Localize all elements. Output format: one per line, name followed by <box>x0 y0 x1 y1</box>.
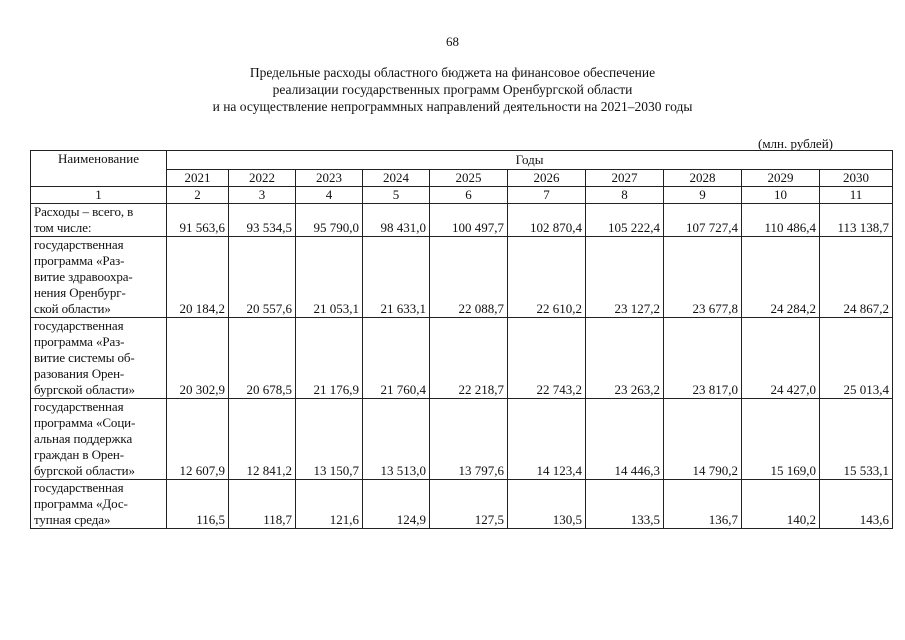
value-cell: 23 127,2 <box>586 237 664 318</box>
year-header: 2024 <box>363 170 430 187</box>
title-line-3: и на осуществление непрограммных направлений деятельности на 2021–2030 годы <box>212 99 693 114</box>
units-label: (млн. рублей) <box>758 136 833 151</box>
value-cell: 22 088,7 <box>430 237 508 318</box>
row-name-line: нения Оренбург- <box>34 285 126 300</box>
value-cell: 24 427,0 <box>742 318 820 399</box>
value-cell: 13 150,7 <box>296 399 363 480</box>
value-cell: 110 486,4 <box>742 204 820 237</box>
value-cell: 133,5 <box>586 480 664 529</box>
column-number: 2 <box>167 187 229 204</box>
year-header: 2025 <box>430 170 508 187</box>
value-cell: 20 678,5 <box>229 318 296 399</box>
row-name-line: государственная <box>34 480 124 495</box>
value-cell: 12 607,9 <box>167 399 229 480</box>
value-cell: 136,7 <box>664 480 742 529</box>
value-cell: 98 431,0 <box>363 204 430 237</box>
row-name-line: витие системы об- <box>34 350 135 365</box>
value-cell: 14 123,4 <box>508 399 586 480</box>
value-cell: 130,5 <box>508 480 586 529</box>
value-cell: 15 169,0 <box>742 399 820 480</box>
row-name <box>31 237 167 318</box>
value-cell: 23 677,8 <box>664 237 742 318</box>
row-name <box>31 480 167 529</box>
value-cell: 93 534,5 <box>229 204 296 237</box>
value-cell: 143,6 <box>820 480 893 529</box>
row-name-line: альная поддержка <box>34 431 133 446</box>
row-name-line: государственная <box>34 237 124 252</box>
value-cell: 107 727,4 <box>664 204 742 237</box>
page-number: 68 <box>446 34 459 49</box>
value-cell: 23 817,0 <box>664 318 742 399</box>
year-header: 2023 <box>296 170 363 187</box>
value-cell: 15 533,1 <box>820 399 893 480</box>
title-line-2: реализации государственных программ Оренбургской области <box>272 82 633 97</box>
value-cell: 13 513,0 <box>363 399 430 480</box>
row-name-line: витие здравоохра- <box>34 269 133 284</box>
year-header: 2030 <box>820 170 893 187</box>
table-row <box>31 399 893 480</box>
row-name-line: тупная среда» <box>34 512 111 527</box>
value-cell: 23 263,2 <box>586 318 664 399</box>
row-name-line: Расходы – всего, в <box>34 204 134 219</box>
value-cell: 12 841,2 <box>229 399 296 480</box>
value-cell: 22 610,2 <box>508 237 586 318</box>
value-cell: 13 797,6 <box>430 399 508 480</box>
column-number-row <box>31 187 893 204</box>
year-header: 2028 <box>664 170 742 187</box>
value-cell: 95 790,0 <box>296 204 363 237</box>
value-cell: 14 446,3 <box>586 399 664 480</box>
column-number: 10 <box>742 187 820 204</box>
years-group-header: Годы <box>167 151 893 170</box>
year-header: 2029 <box>742 170 820 187</box>
row-name-line: программа «Дос- <box>34 496 128 511</box>
column-number: 4 <box>296 187 363 204</box>
row-name-line: бургской области» <box>34 463 135 478</box>
value-cell: 14 790,2 <box>664 399 742 480</box>
value-cell: 140,2 <box>742 480 820 529</box>
column-number: 6 <box>430 187 508 204</box>
document-title <box>0 64 905 115</box>
table-row <box>31 237 893 318</box>
table-row <box>31 204 893 237</box>
year-header: 2022 <box>229 170 296 187</box>
row-name-line: разования Орен- <box>34 366 125 381</box>
value-cell: 21 053,1 <box>296 237 363 318</box>
value-cell: 21 633,1 <box>363 237 430 318</box>
value-cell: 124,9 <box>363 480 430 529</box>
value-cell: 118,7 <box>229 480 296 529</box>
row-name <box>31 318 167 399</box>
row-name-line: бургской области» <box>34 382 135 397</box>
column-number: 5 <box>363 187 430 204</box>
value-cell: 113 138,7 <box>820 204 893 237</box>
value-cell: 91 563,6 <box>167 204 229 237</box>
value-cell: 22 743,2 <box>508 318 586 399</box>
value-cell: 121,6 <box>296 480 363 529</box>
value-cell: 102 870,4 <box>508 204 586 237</box>
value-cell: 116,5 <box>167 480 229 529</box>
row-name-line: программа «Раз- <box>34 253 125 268</box>
column-number: 1 <box>31 187 167 204</box>
year-header: 2021 <box>167 170 229 187</box>
value-cell: 20 184,2 <box>167 237 229 318</box>
row-name-line: ской области» <box>34 301 111 316</box>
value-cell: 21 176,9 <box>296 318 363 399</box>
budget-table <box>30 150 893 529</box>
value-cell: 105 222,4 <box>586 204 664 237</box>
value-cell: 21 760,4 <box>363 318 430 399</box>
value-cell: 20 557,6 <box>229 237 296 318</box>
year-header: 2027 <box>586 170 664 187</box>
year-header: 2026 <box>508 170 586 187</box>
column-number: 11 <box>820 187 893 204</box>
value-cell: 127,5 <box>430 480 508 529</box>
table-row <box>31 318 893 399</box>
row-name-line: том числе: <box>34 220 92 235</box>
column-number: 9 <box>664 187 742 204</box>
row-name <box>31 399 167 480</box>
row-name-line: государственная <box>34 399 124 414</box>
row-name-line: программа «Соци- <box>34 415 136 430</box>
row-name-line: программа «Раз- <box>34 334 125 349</box>
column-number: 8 <box>586 187 664 204</box>
value-cell: 22 218,7 <box>430 318 508 399</box>
value-cell: 24 284,2 <box>742 237 820 318</box>
column-number: 3 <box>229 187 296 204</box>
value-cell: 100 497,7 <box>430 204 508 237</box>
value-cell: 20 302,9 <box>167 318 229 399</box>
title-line-1: Предельные расходы областного бюджета на финансовое обеспечение <box>249 65 656 80</box>
column-number: 7 <box>508 187 586 204</box>
name-column-header: Наименование <box>31 151 167 187</box>
value-cell: 24 867,2 <box>820 237 893 318</box>
row-name-line: государственная <box>34 318 124 333</box>
value-cell: 25 013,4 <box>820 318 893 399</box>
row-name-line: граждан в Орен- <box>34 447 125 462</box>
row-name <box>31 204 167 237</box>
table-row <box>31 480 893 529</box>
